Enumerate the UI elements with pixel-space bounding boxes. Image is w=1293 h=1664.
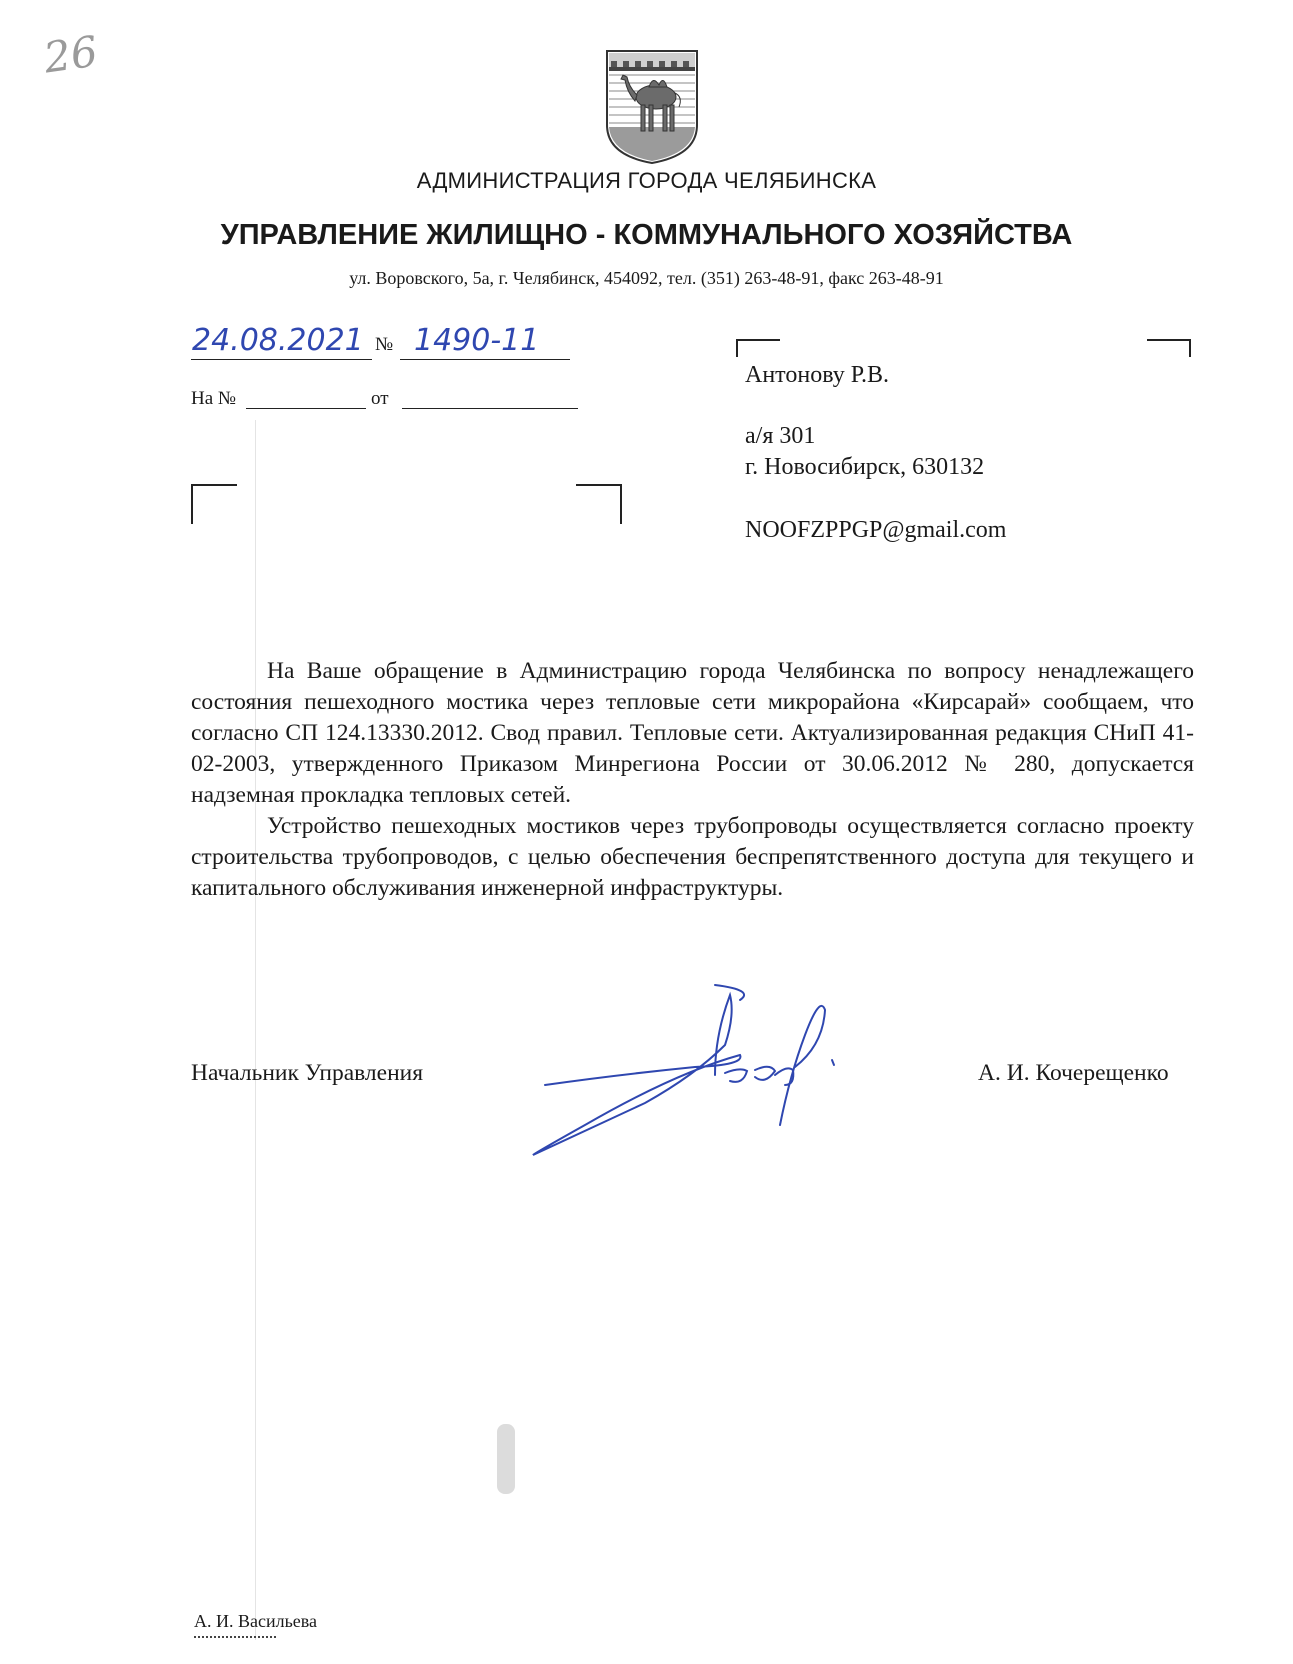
recipient-name: Антонову Р.В. — [745, 362, 890, 388]
scan-artifact-line — [255, 420, 256, 1640]
corner-mark-top-right — [576, 484, 622, 524]
recipient-po-box: а/я 301 — [745, 423, 816, 449]
executor-name: А. И. Васильева — [194, 1611, 318, 1631]
recipient-city: г. Новосибирск, 630132 — [745, 454, 985, 480]
page-number: 26 — [40, 26, 101, 83]
recipient-corner-mark-left — [736, 339, 780, 357]
letter-body — [191, 656, 1194, 904]
registration-number-label: № — [375, 334, 394, 355]
registration-number: 1490-11 — [414, 323, 540, 358]
reply-to-number-label: На № — [191, 388, 237, 409]
body-paragraph-1: На Ваше обращение в Администрацию города Челябинска по вопросу ненадлежащего состояния пешеходного мостика через тепловые сети микрорайона «Кирсарай» сообщаем, что согласно СП 124.13330.2012. Свод правил. Тепловые сети. Актуализированная редакция СНиП 41-02-2003, утвержденного Приказом Минрегиона России от 30.06.2012 № 280, допускается надземная прокладка тепловых сетей. — [191, 658, 1194, 808]
reply-date-label: от — [371, 388, 389, 409]
handwritten-signature-icon — [525, 975, 855, 1165]
corner-mark-top-left — [191, 484, 237, 524]
recipient-corner-mark-right — [1147, 339, 1191, 357]
signatory-name: А. И. Кочерещенко — [978, 1060, 1169, 1086]
registration-date: 24.08.2021 — [192, 323, 364, 358]
registration-date-underline — [191, 359, 372, 360]
reply-date-underline — [402, 408, 578, 409]
org-name-title: УПРАВЛЕНИЕ ЖИЛИЩНО - КОММУНАЛЬНОГО ХОЗЯЙСТВА — [220, 219, 1073, 251]
reply-to-number-underline — [246, 408, 366, 409]
chelyabinsk-camel-emblem-icon — [603, 47, 701, 165]
org-parent-title: АДМИНИСТРАЦИЯ ГОРОДА ЧЕЛЯБИНСКА — [416, 168, 877, 193]
org-contacts: ул. Воровского, 5а, г. Челябинск, 454092, тел. (351) 263-48-91, факс 263-48-91 — [349, 268, 944, 288]
registration-number-underline — [400, 359, 570, 360]
signatory-title: Начальник Управления — [191, 1060, 424, 1086]
body-paragraph-2: Устройство пешеходных мостиков через трубопроводы осуществляется согласно проекту строительства трубопроводов, с целью обеспечения беспрепятственного доступа для текущего и капитального обслуживания инженерной инфраструктуры. — [191, 813, 1194, 901]
recipient-email: NOOFZPPGP@gmail.com — [745, 517, 1007, 543]
scan-artifact-smudge — [497, 1424, 515, 1494]
executor-phone-cutoff — [194, 1636, 276, 1644]
